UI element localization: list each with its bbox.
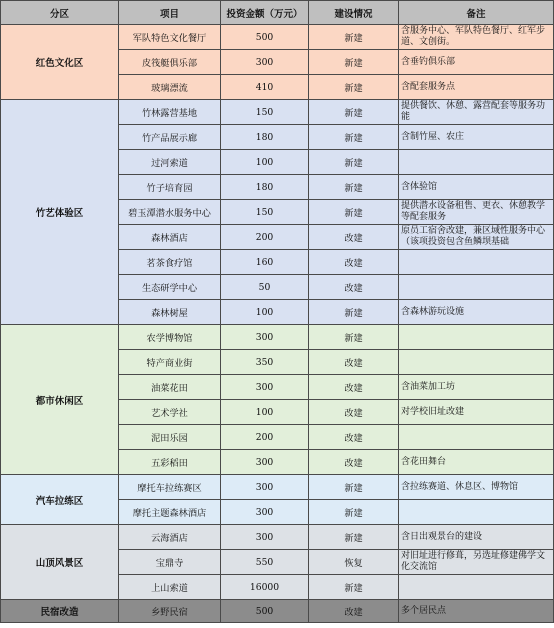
status-cell: 新建 bbox=[309, 500, 399, 525]
table-row bbox=[1, 525, 554, 550]
amount-cell: 50 bbox=[221, 275, 309, 300]
status-cell: 新建 bbox=[309, 75, 399, 100]
table-row bbox=[1, 600, 554, 623]
status-cell: 新建 bbox=[309, 525, 399, 550]
note-cell: 含油菜加工坊 bbox=[399, 375, 554, 400]
note-cell: 含制竹屋、农庄 bbox=[399, 125, 554, 150]
project-cell: 艺术学社 bbox=[119, 400, 221, 425]
note-cell: 含服务中心、军队特色餐厅、红军步道、文创街。 bbox=[399, 25, 554, 50]
note-cell: 提供潜水设备租售、更衣、休憩教学等配套服务 bbox=[399, 200, 554, 225]
project-cell: 农学博物馆 bbox=[119, 325, 221, 350]
status-cell: 新建 bbox=[309, 150, 399, 175]
header-amount: 投资金额（万元） bbox=[221, 1, 309, 25]
header-zone: 分区 bbox=[1, 1, 119, 25]
note-cell: 对旧址进行修葺，另选址修建佛学文化交流馆 bbox=[399, 550, 554, 575]
note-cell: 含配套服务点 bbox=[399, 75, 554, 100]
zone-cell: 竹艺体验区 bbox=[1, 100, 119, 325]
note-cell bbox=[399, 325, 554, 350]
zone-cell: 民宿改造 bbox=[1, 600, 119, 623]
note-cell: 含拉练赛道、休息区、博物馆 bbox=[399, 475, 554, 500]
status-cell: 新建 bbox=[309, 125, 399, 150]
project-cell: 泥田乐园 bbox=[119, 425, 221, 450]
table-row bbox=[1, 475, 554, 500]
amount-cell: 100 bbox=[221, 400, 309, 425]
note-cell: 对学校旧址改建 bbox=[399, 400, 554, 425]
status-cell: 新建 bbox=[309, 50, 399, 75]
status-cell: 改建 bbox=[309, 250, 399, 275]
status-cell: 新建 bbox=[309, 325, 399, 350]
table-row bbox=[1, 25, 554, 50]
note-cell bbox=[399, 150, 554, 175]
zone-cell: 红色文化区 bbox=[1, 25, 119, 100]
note-cell bbox=[399, 500, 554, 525]
amount-cell: 410 bbox=[221, 75, 309, 100]
header-project: 项目 bbox=[119, 1, 221, 25]
status-cell: 改建 bbox=[309, 375, 399, 400]
amount-cell: 160 bbox=[221, 250, 309, 275]
amount-cell: 150 bbox=[221, 100, 309, 125]
table-row bbox=[1, 325, 554, 350]
header-note: 备注 bbox=[399, 1, 554, 25]
project-cell: 竹林露营基地 bbox=[119, 100, 221, 125]
project-cell: 军队特色文化餐厅 bbox=[119, 25, 221, 50]
status-cell: 改建 bbox=[309, 225, 399, 250]
project-cell: 森林酒店 bbox=[119, 225, 221, 250]
project-cell: 油菜花田 bbox=[119, 375, 221, 400]
project-cell: 特产商业街 bbox=[119, 350, 221, 375]
status-cell: 新建 bbox=[309, 25, 399, 50]
project-cell: 竹子培育园 bbox=[119, 175, 221, 200]
note-cell: 提供餐饮、休憩、露营配套等服务功能 bbox=[399, 100, 554, 125]
project-cell: 茗茶食疗馆 bbox=[119, 250, 221, 275]
note-cell: 多个居民点 bbox=[399, 600, 554, 623]
project-cell: 摩托车拉练赛区 bbox=[119, 475, 221, 500]
zone-cell: 山顶风景区 bbox=[1, 525, 119, 600]
amount-cell: 100 bbox=[221, 150, 309, 175]
status-cell: 新建 bbox=[309, 300, 399, 325]
note-cell bbox=[399, 425, 554, 450]
note-cell bbox=[399, 275, 554, 300]
note-cell: 含森林游玩设施 bbox=[399, 300, 554, 325]
status-cell: 新建 bbox=[309, 100, 399, 125]
amount-cell: 300 bbox=[221, 500, 309, 525]
status-cell: 新建 bbox=[309, 200, 399, 225]
amount-cell: 300 bbox=[221, 50, 309, 75]
amount-cell: 550 bbox=[221, 550, 309, 575]
project-cell: 上山索道 bbox=[119, 575, 221, 600]
project-cell: 生态研学中心 bbox=[119, 275, 221, 300]
note-cell bbox=[399, 350, 554, 375]
note-cell: 含日出观景台的建设 bbox=[399, 525, 554, 550]
status-cell: 新建 bbox=[309, 475, 399, 500]
amount-cell: 180 bbox=[221, 125, 309, 150]
project-cell: 竹产品展示廊 bbox=[119, 125, 221, 150]
amount-cell: 300 bbox=[221, 525, 309, 550]
note-cell bbox=[399, 250, 554, 275]
status-cell: 改建 bbox=[309, 275, 399, 300]
zone-cell: 汽车拉练区 bbox=[1, 475, 119, 525]
status-cell: 恢复 bbox=[309, 550, 399, 575]
amount-cell: 200 bbox=[221, 425, 309, 450]
header-status: 建设情况 bbox=[309, 1, 399, 25]
note-cell: 含垂钓俱乐部 bbox=[399, 50, 554, 75]
zone-cell: 都市休闲区 bbox=[1, 325, 119, 475]
note-cell: 含体验馆 bbox=[399, 175, 554, 200]
project-cell: 乡野民宿 bbox=[119, 600, 221, 623]
note-cell: 含花田舞台 bbox=[399, 450, 554, 475]
project-cell: 森林树屋 bbox=[119, 300, 221, 325]
status-cell: 新建 bbox=[309, 575, 399, 600]
status-cell: 改建 bbox=[309, 450, 399, 475]
amount-cell: 350 bbox=[221, 350, 309, 375]
status-cell: 改建 bbox=[309, 400, 399, 425]
project-cell: 皮筏艇俱乐部 bbox=[119, 50, 221, 75]
amount-cell: 500 bbox=[221, 25, 309, 50]
amount-cell: 300 bbox=[221, 375, 309, 400]
amount-cell: 100 bbox=[221, 300, 309, 325]
project-cell: 玻璃漂流 bbox=[119, 75, 221, 100]
amount-cell: 200 bbox=[221, 225, 309, 250]
amount-cell: 180 bbox=[221, 175, 309, 200]
table-header-row bbox=[1, 1, 554, 25]
project-cell: 五彩稻田 bbox=[119, 450, 221, 475]
amount-cell: 300 bbox=[221, 450, 309, 475]
project-cell: 云海酒店 bbox=[119, 525, 221, 550]
project-cell: 宝鼎寺 bbox=[119, 550, 221, 575]
status-cell: 改建 bbox=[309, 600, 399, 623]
project-cell: 过河索道 bbox=[119, 150, 221, 175]
amount-cell: 500 bbox=[221, 600, 309, 623]
note-cell bbox=[399, 575, 554, 600]
project-cell: 碧玉潭潜水服务中心 bbox=[119, 200, 221, 225]
amount-cell: 300 bbox=[221, 325, 309, 350]
project-cell: 摩托主题森林酒店 bbox=[119, 500, 221, 525]
note-cell: 原员工宿舍改建，兼区域性服务中心（该项投资包含鱼鳞坝基础 bbox=[399, 225, 554, 250]
status-cell: 新建 bbox=[309, 175, 399, 200]
amount-cell: 16000 bbox=[221, 575, 309, 600]
table-body bbox=[1, 25, 554, 623]
amount-cell: 300 bbox=[221, 475, 309, 500]
status-cell: 改建 bbox=[309, 350, 399, 375]
table-row bbox=[1, 100, 554, 125]
amount-cell: 150 bbox=[221, 200, 309, 225]
status-cell: 改建 bbox=[309, 425, 399, 450]
